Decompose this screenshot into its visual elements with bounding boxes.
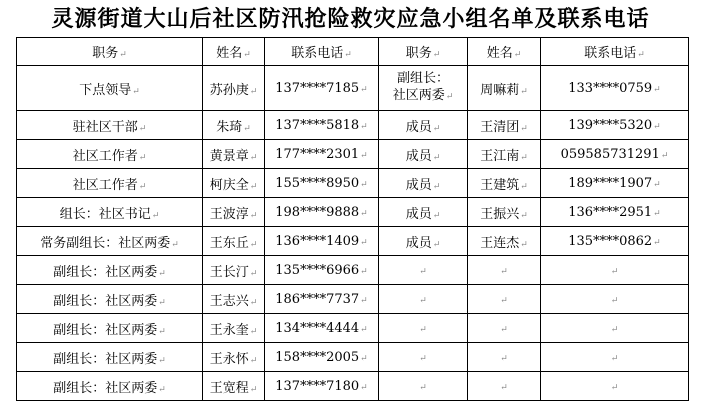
header-role-left: 职务↵ [17,38,203,66]
table-row [17,169,689,198]
role-cell: 下点领导↵ [17,66,203,111]
role-cell: 副组长：社区两委↵ [17,343,203,372]
role-cell: 副组长： 社区两委↵ [379,66,468,111]
phone-cell: 137****5818↵ [265,111,379,140]
empty-cell: ↵ [379,372,468,401]
name-cell: 王江南↵ [468,140,541,169]
name-cell: 王东丘↵ [203,227,265,256]
name-cell: 王清团↵ [468,111,541,140]
table-row [17,140,689,169]
phone-cell: 135****0862↵ [541,227,689,256]
empty-cell: ↵ [468,285,541,314]
phone-cell: 198****9888↵ [265,198,379,227]
table-row [17,66,689,111]
table-row [17,343,689,372]
phone-cell: 133****0759↵ [541,66,689,111]
role-cell: 社区工作者↵ [17,169,203,198]
name-cell: 黄景章↵ [203,140,265,169]
name-cell: 王永怀↵ [203,343,265,372]
role-cell: 常务副组长：社区两委↵ [17,227,203,256]
phone-cell: 158****2005↵ [265,343,379,372]
role-cell: 成员↵ [379,140,468,169]
table-row [17,256,689,285]
empty-cell: ↵ [468,372,541,401]
role-cell: 副组长：社区两委↵ [17,256,203,285]
name-cell: 王振兴↵ [468,198,541,227]
table-row [17,314,689,343]
role-cell: 副组长：社区两委↵ [17,285,203,314]
empty-cell: ↵ [379,285,468,314]
phone-cell: 137****7180↵ [265,372,379,401]
phone-cell: 059585731291↵ [541,140,689,169]
role-cell: 副组长：社区两委↵ [17,314,203,343]
role-cell: 驻社区干部↵ [17,111,203,140]
phone-cell: 186****7737↵ [265,285,379,314]
phone-cell: 134****4444↵ [265,314,379,343]
phone-cell: 139****5320↵ [541,111,689,140]
role-cell: 成员↵ [379,111,468,140]
header-name-right: 姓名↵ [468,38,541,66]
empty-cell: ↵ [468,256,541,285]
role-cell: 成员↵ [379,198,468,227]
name-cell: 周嘛莉↵ [468,66,541,111]
document-title: 灵源街道大山后社区防汛抢险救灾应急小组名单及联系电话 [51,6,650,32]
role-cell: 组长：社区书记↵ [17,198,203,227]
name-cell: 王长汀↵ [203,256,265,285]
role-cell: 社区工作者↵ [17,140,203,169]
empty-cell: ↵ [541,285,689,314]
name-cell: 王波淳↵ [203,198,265,227]
name-cell: 王永奎↵ [203,314,265,343]
header-role-right: 职务↵ [379,38,468,66]
table-row [17,227,689,256]
table-row [17,111,689,140]
header-phone-left: 联系电话↵ [265,38,379,66]
role-cell: 副组长：社区两委↵ [17,372,203,401]
name-cell: 朱琦↵ [203,111,265,140]
empty-cell: ↵ [468,343,541,372]
empty-cell: ↵ [468,314,541,343]
empty-cell: ↵ [541,372,689,401]
name-cell: 柯庆全↵ [203,169,265,198]
empty-cell: ↵ [541,314,689,343]
table-row [17,372,689,401]
empty-cell: ↵ [541,256,689,285]
phone-cell: 155****8950↵ [265,169,379,198]
header-phone-right: 联系电话↵ [541,38,689,66]
phone-cell: 135****6966↵ [265,256,379,285]
empty-cell: ↵ [379,314,468,343]
phone-cell: 136****2951↵ [541,198,689,227]
empty-cell: ↵ [379,256,468,285]
phone-cell: 177****2301↵ [265,140,379,169]
role-cell: 成员↵ [379,169,468,198]
empty-cell: ↵ [379,343,468,372]
name-cell: 王宽程↵ [203,372,265,401]
phone-cell: 189****1907↵ [541,169,689,198]
header-row [17,38,689,66]
empty-cell: ↵ [541,343,689,372]
phone-cell: 137****7185↵ [265,66,379,111]
header-name-left: 姓名↵ [203,38,265,66]
role-cell: 成员↵ [379,227,468,256]
name-cell: 王志兴↵ [203,285,265,314]
contact-table [16,37,689,401]
table-row [17,198,689,227]
phone-cell: 136****1409↵ [265,227,379,256]
name-cell: 苏孙庚↵ [203,66,265,111]
name-cell: 王连杰↵ [468,227,541,256]
table-row [17,285,689,314]
name-cell: 王建筑↵ [468,169,541,198]
